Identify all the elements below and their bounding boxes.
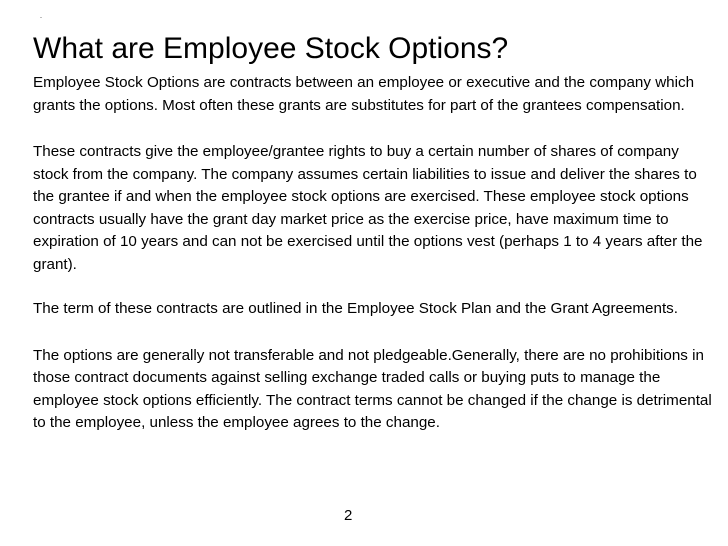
page-number: 2 (344, 507, 353, 524)
paragraph-transferability: The options are generally not transferable and not pledgeable.Generally, there are no prohibitions in those contract documents against selling exchange traded calls or buying puts to manage the employee stock options efficiently. The contract terms cannot be changed if the change is detrimental to the employee, unless the employee agrees to the change. (33, 346, 712, 431)
slide-title: What are Employee Stock Options? (33, 32, 509, 65)
slide-body (33, 72, 718, 435)
paragraph-contract-terms: The term of these contracts are outlined in the Employee Stock Plan and the Grant Agreements. (33, 300, 678, 317)
corner-mark: - (40, 15, 42, 21)
paragraph-contract-rights: These contracts give the employee/grantee rights to buy a certain number of shares of company stock from the company. The company assumes certain liabilities to issue and deliver the shares to the grantee if and when the employee stock options are exercised. These employee stock options contracts usually have the grant day market price as the exercise price, have maximum time to expiration of 10 years and can not be exercised until the options vest (perhaps 1 to 4 years after the grant). (33, 143, 703, 273)
paragraph-definition: Employee Stock Options are contracts between an employee or executive and the company which grants the options. Most often these grants are substitutes for part of the grantees compensation. (33, 74, 695, 114)
